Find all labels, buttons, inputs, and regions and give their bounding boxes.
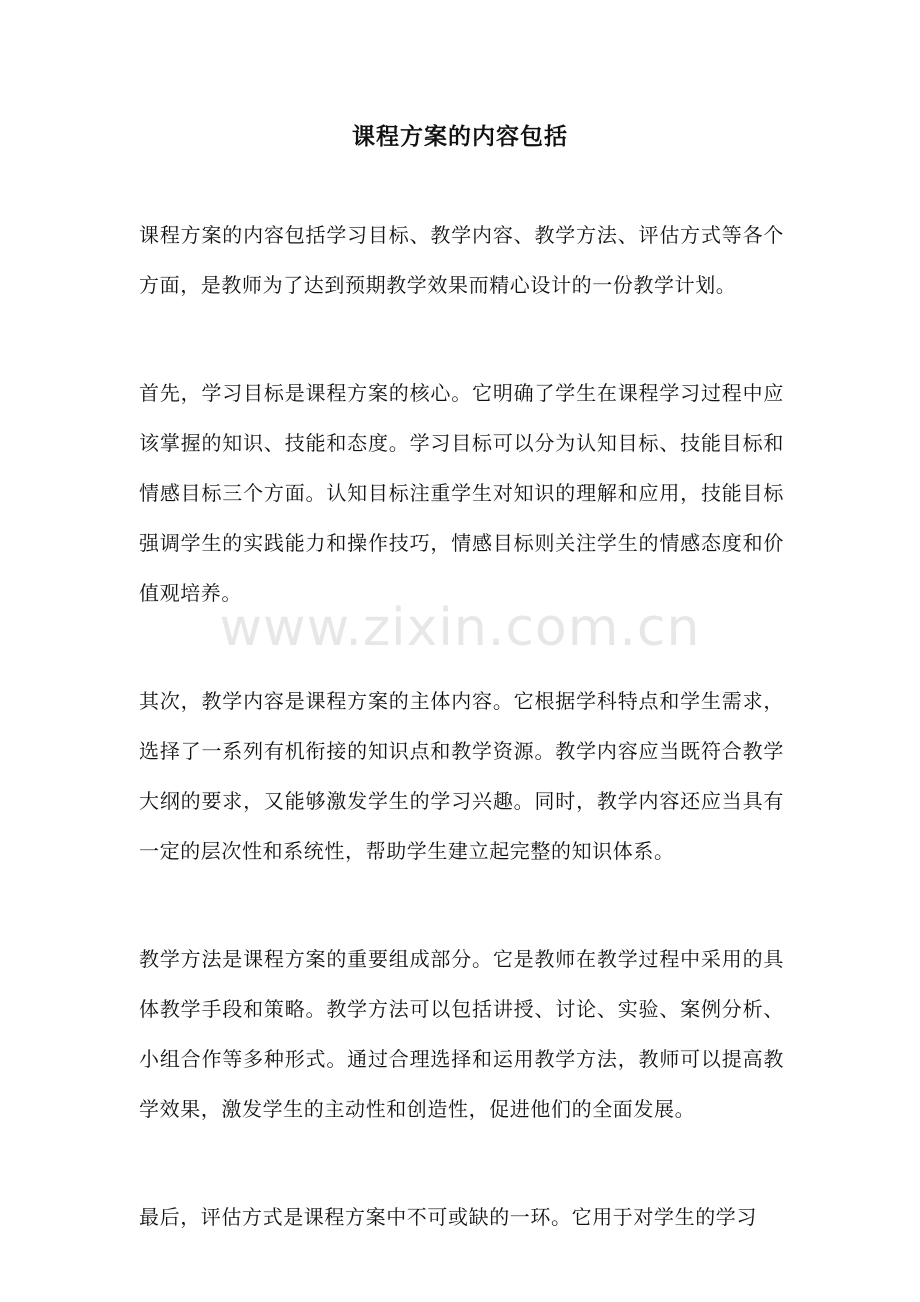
- paragraph-teaching-methods: 教学方法是课程方案的重要组成部分。它是教师在教学过程中采用的具体教学手段和策略。教学方法可以包括讲授、讨论、实验、案例分析、小组合作等多种形式。通过合理选择和运用教学方法，教师可以提高教学效果，激发学生的主动性和创造性，促进他们的全面发展。: [139, 947, 784, 1121]
- document-body: [139, 210, 784, 1300]
- paragraph-assessment: 最后，评估方式是课程方案中不可或缺的一环。它用于对学生的学习: [139, 1205, 757, 1229]
- document-title: 课程方案的内容包括: [352, 123, 568, 150]
- watermark: www.zixin.com.cn: [219, 598, 701, 658]
- paragraph-intro: 课程方案的内容包括学习目标、教学内容、教学方法、评估方式等各个方面，是教师为了达到预期教学效果而精心设计的一份教学计划。: [139, 223, 784, 297]
- paragraph-teaching-content: 其次，教学内容是课程方案的主体内容。它根据学科特点和学生需求，选择了一系列有机衔接的知识点和教学资源。教学内容应当既符合教学大纲的要求，又能够激发学生的学习兴趣。同时，教学内容还应当具有一定的层次性和系统性，帮助学生建立起完整的知识体系。: [139, 689, 784, 863]
- paragraph-learning-goals: 首先，学习目标是课程方案的核心。它明确了学生在课程学习过程中应该掌握的知识、技能和态度。学习目标可以分为认知目标、技能目标和情感目标三个方面。认知目标注重学生对知识的理解和应用，技能目标强调学生的实践能力和操作技巧，情感目标则关注学生的情感态度和价值观培养。: [139, 381, 784, 605]
